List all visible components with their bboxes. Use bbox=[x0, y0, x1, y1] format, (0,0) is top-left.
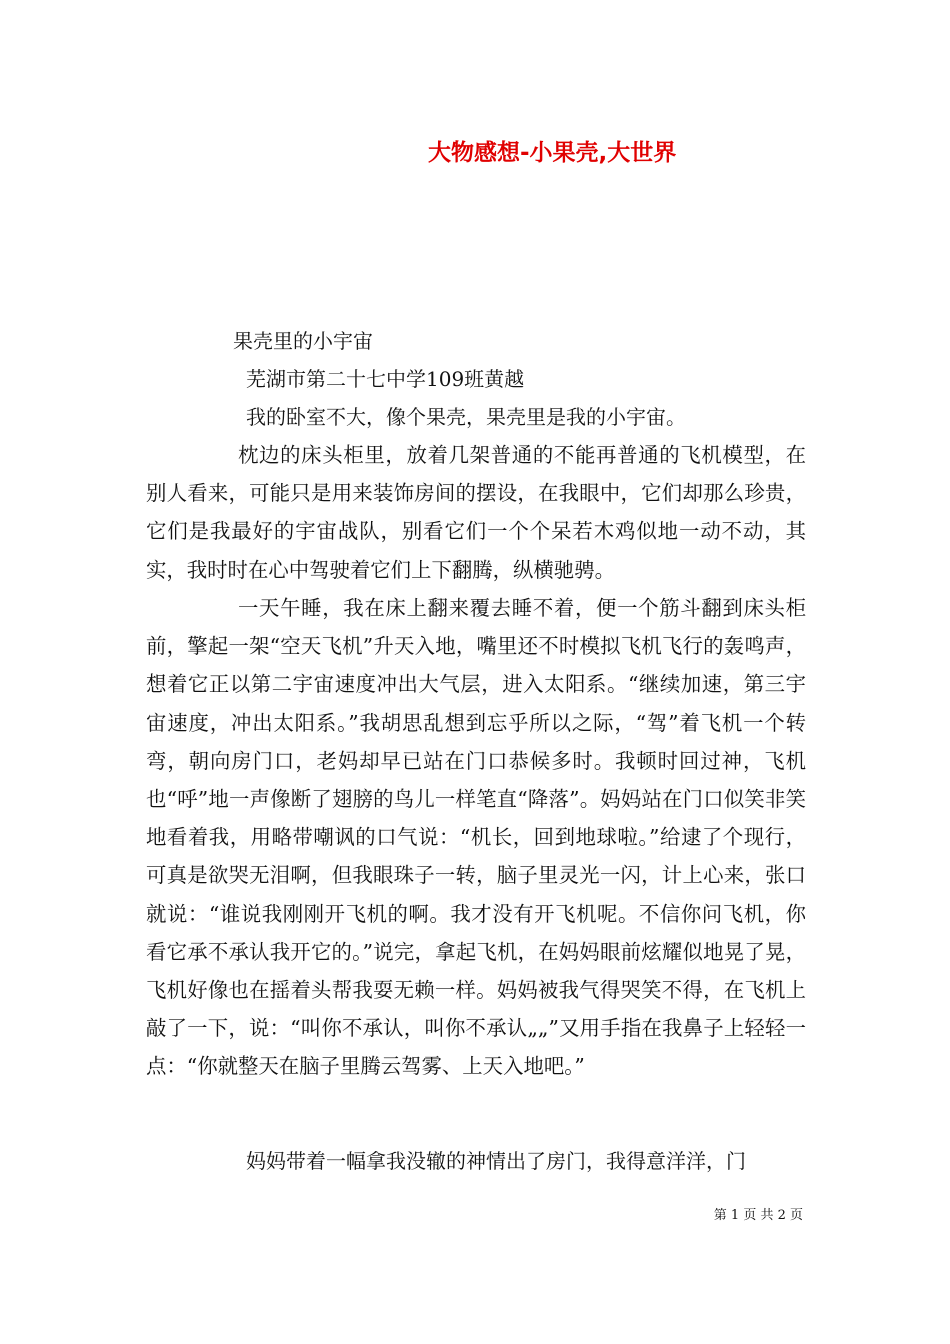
page-footer: 第 1 页 共 2 页 bbox=[713, 1208, 803, 1223]
paragraph-4: 妈妈带着一幅拿我没辙的神情出了房门，我得意洋洋，门 bbox=[246, 1149, 746, 1173]
article-heading: 果壳里的小宇宙 bbox=[233, 329, 373, 353]
document-title: 大物感想-小果壳,大世界 bbox=[428, 140, 677, 166]
author-line: 芜湖市第二十七中学109班黄越 bbox=[246, 367, 525, 391]
paragraph-1: 我的卧室不大，像个果壳，果壳里是我的小宇宙。 bbox=[246, 405, 686, 429]
paragraph-3: 一天午睡，我在床上翻来覆去睡不着，便一个筋斗翻到床头柜前，擎起一架“空天飞机”升天入地，嘴里还不时模拟飞机飞行的轰鸣声，想着它正以第二宇宙速度冲出大气层，进入太阳系。“继续加速，第三宇宙速度，冲出太阳系。”我胡思乱想到忘乎所以之际，“驾”着飞机一个转弯，朝向房门口，老妈却早已站在门口恭候多时。我顿时回过神，飞机也“呼”地一声像断了翅膀的鸟儿一样笔直“降落”。妈妈站在门口似笑非笑地看着我，用略带嘲讽的口气说：“机长，回到地球啦。”给逮了个现行，可真是欲哭无泪啊，但我眼珠子一转，脑子里灵光一闪，计上心来，张口就说：“谁说我刚刚开飞机的啊。我才没有开飞机呢。不信你问飞机，你看它承不承认我开它的。”说完，拿起飞机，在妈妈眼前炫耀似地晃了晃，飞机好像也在摇着头帮我耍无赖一样。妈妈被我气得哭笑不得，在飞机上敲了一下，说：“叫你不承认，叫你不承认„„”又用手指在我鼻子上轻轻一点：“你就整天在脑子里腾云驾雾、上天入地吧。” bbox=[146, 596, 806, 1079]
paragraph-2: 枕边的床头柜里，放着几架普通的不能再普通的飞机模型，在别人看来，可能只是用来装饰房间的摆设，在我眼中，它们却那么珍贵，它们是我最好的宇宙战队，别看它们一个个呆若木鸡似地一动不动，其实，我时时在心中驾驶着它们上下翻腾，纵横驰骋。 bbox=[146, 443, 806, 582]
